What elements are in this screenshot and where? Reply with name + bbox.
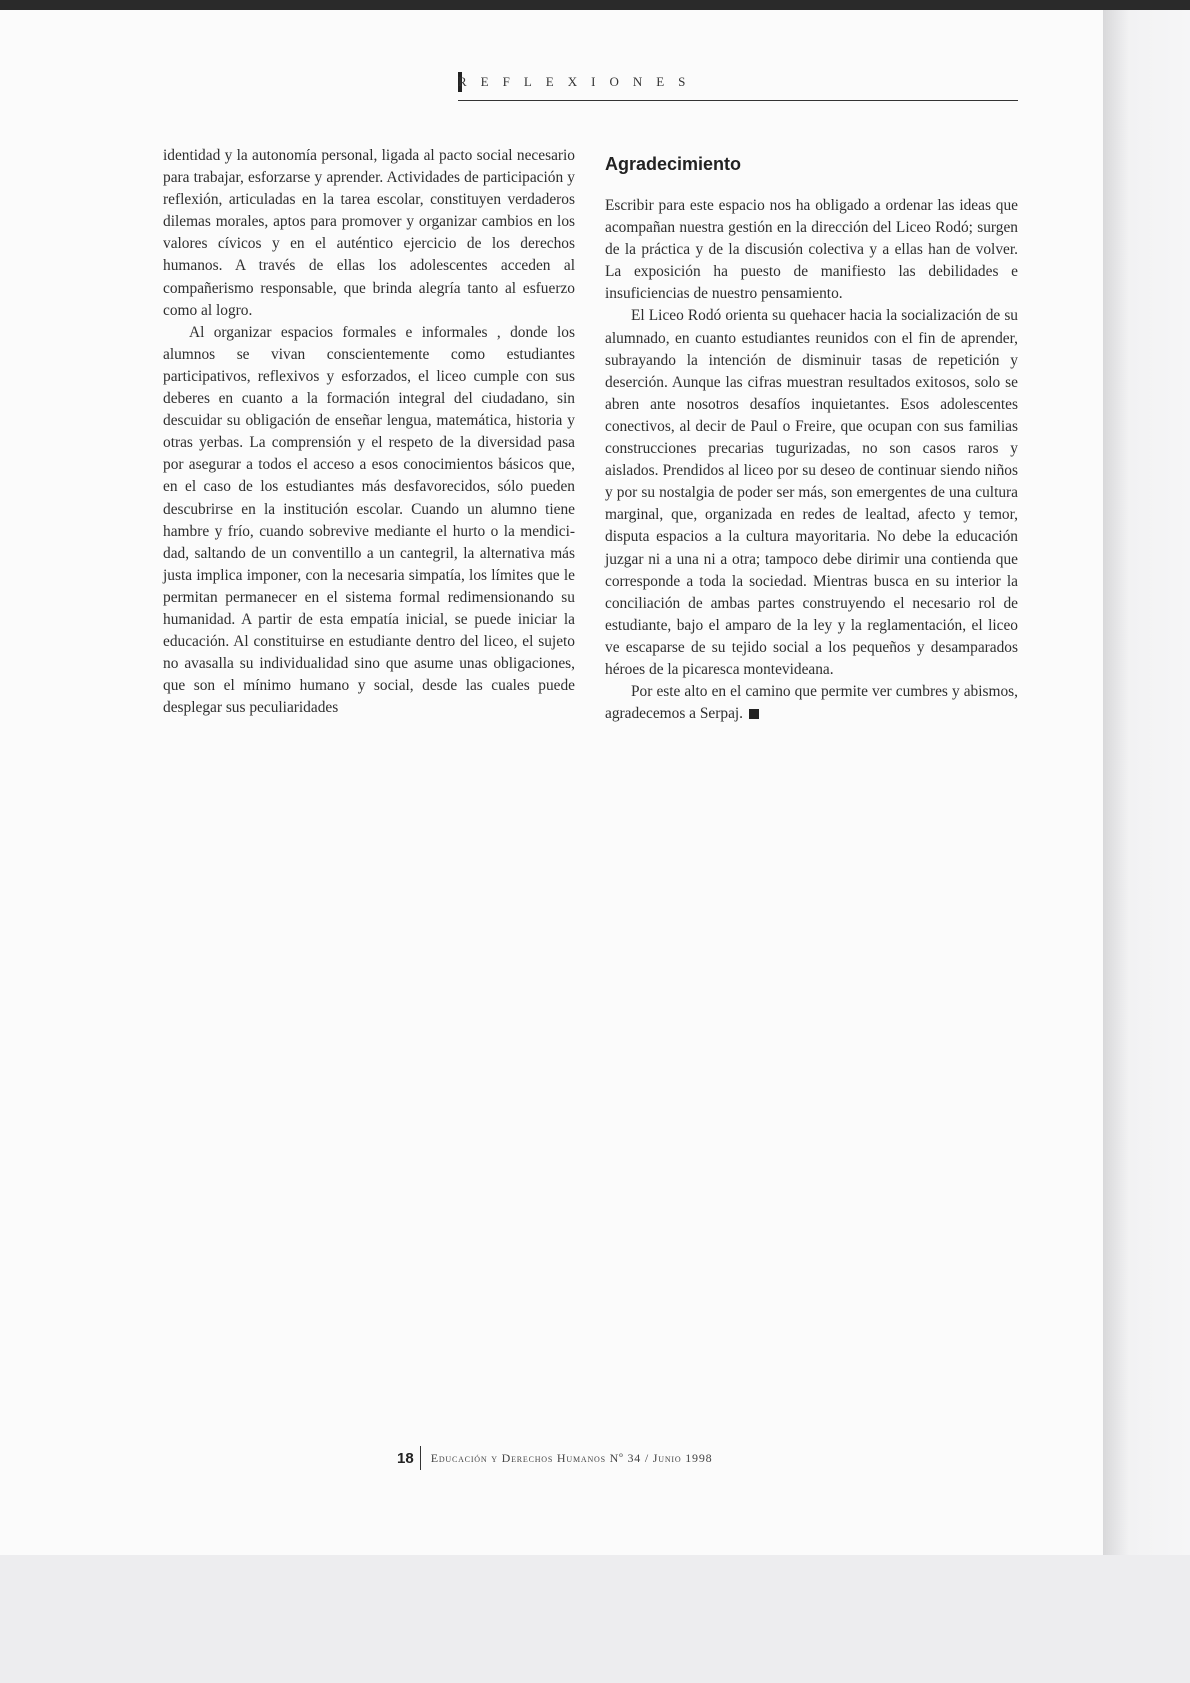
right-paragraph-1: Escribir para este espacio nos ha obligado a ordenar las ideas que acompañan nuestra gestión en la dirección del Liceo Rodó; surgen de la práctica y de la discusión colectiva y a ellas han de volver. La exposición ha puesto de manifiesto las debilidades e insuficiencias de nuestro pensamiento. — [605, 197, 1018, 303]
left-paragraph-2: Al organizar espacios formales e informales , donde los alumnos se vivan conscientemente como estudiantes participativos, reflexivos y esforzados, el liceo cumple con sus deberes en cuanto a la formación integral del ciudadano, sin descuidar su obligación de enseñar lengua, matemática, historia y otras yerbas. La comprensión y el respeto de la diversidad pasa por asegurar a todos el acceso a esos conocimientos básicos que, en el caso de los estudiantes más desfavorecidos, sólo pueden descubrirse en la institución escolar. Cuando un alumno tiene hambre y frío, cuando sobrevive mediante el hurto o la mendicidad, saltando de un conventillo a un cantegril, la alternativa más justa implica imponer, con la necesaria simpatía, los límites que le permitan permanecer en el sistema formal redimensionando su humanidad. A partir de esta empatía inicial, se puede iniciar la educación. Al constituirse en estudiante dentro del liceo, el sujeto no avasalla su individualidad sino que asume unas obligaciones, que son el mínimo humano y social, desde las cuales puede desplegar sus peculiaridades — [163, 323, 575, 717]
running-header — [458, 70, 1018, 101]
page-edge-shadow — [1103, 10, 1190, 1555]
footer-divider — [420, 1446, 421, 1470]
end-of-article-square-icon — [749, 709, 759, 719]
right-column — [605, 145, 1018, 725]
page-number: 18 — [397, 1449, 414, 1467]
running-header-title: REFLEXIONES — [458, 74, 700, 89]
left-paragraph-1: identidad y la autonomía personal, ligada al pacto social necesario para trabajar, esforzarse y aprender. Actividades de participación y reflexión, articuladas en la tarea escolar, constituyen verdaderos dilemas morales, aptos para promover y organizar cambios en los valores cívicos y en el auténtico ejercicio de los derechos humanos. A través de ellas los adolescentes acceden al compañerismo responsable, que brinda alegría tanto al esfuerzo como al logro. — [163, 147, 575, 319]
right-paragraph-3-text: Por este alto en el camino que permite ver cumbres y abismos, agradecemos a Serpaj. — [605, 683, 1018, 723]
scan-background — [0, 1555, 1190, 1683]
section-heading: Agradecimiento — [605, 154, 742, 174]
footer-publication: Educación y Derechos Humanos Nº 34 / Junio 1998 — [430, 1450, 713, 1465]
page-footer — [397, 1446, 712, 1470]
document-page — [0, 10, 1103, 1555]
right-paragraph-2: El Liceo Rodó orienta su quehacer hacia la socialización de su alumnado, en cuanto estudiantes reunidos con el fin de aprender, subrayando la intención de disminuir tasas de repetición y deserción. Aunque las cifras muestran resultados exitosos, solo se abren ante nosotros desafíos inquietantes. Esos adolescentes conectivos, al decir de Paul o Freire, que ocupan con sus familias construcciones precarias tugurizadas, no son casos raros y aislados. Prendidos al liceo por su deseo de continuar siendo niños y por su nostalgia de poder ser más, son emergentes de una cultura marginal, que, organizada en redes de lealtad, afecto y temor, disputa espacios a la cultura mayoritaria. No debe la educación juzgar ni a una ni a otra; tampoco debe dirimir una contienda que corresponde a toda la sociedad. Mientras busca en su interior la conciliación de ambas partes construyendo el necesario rol de estudiante, bajo el amparo de la ley y la reglamentación, el liceo ve escaparse de su tejido social a los pequeños y desamparados héroes de la picaresca montevideana. — [605, 307, 1018, 678]
scan-top-strip — [0, 0, 1190, 10]
right-paragraph-3 — [605, 681, 1018, 725]
left-column — [163, 145, 575, 719]
